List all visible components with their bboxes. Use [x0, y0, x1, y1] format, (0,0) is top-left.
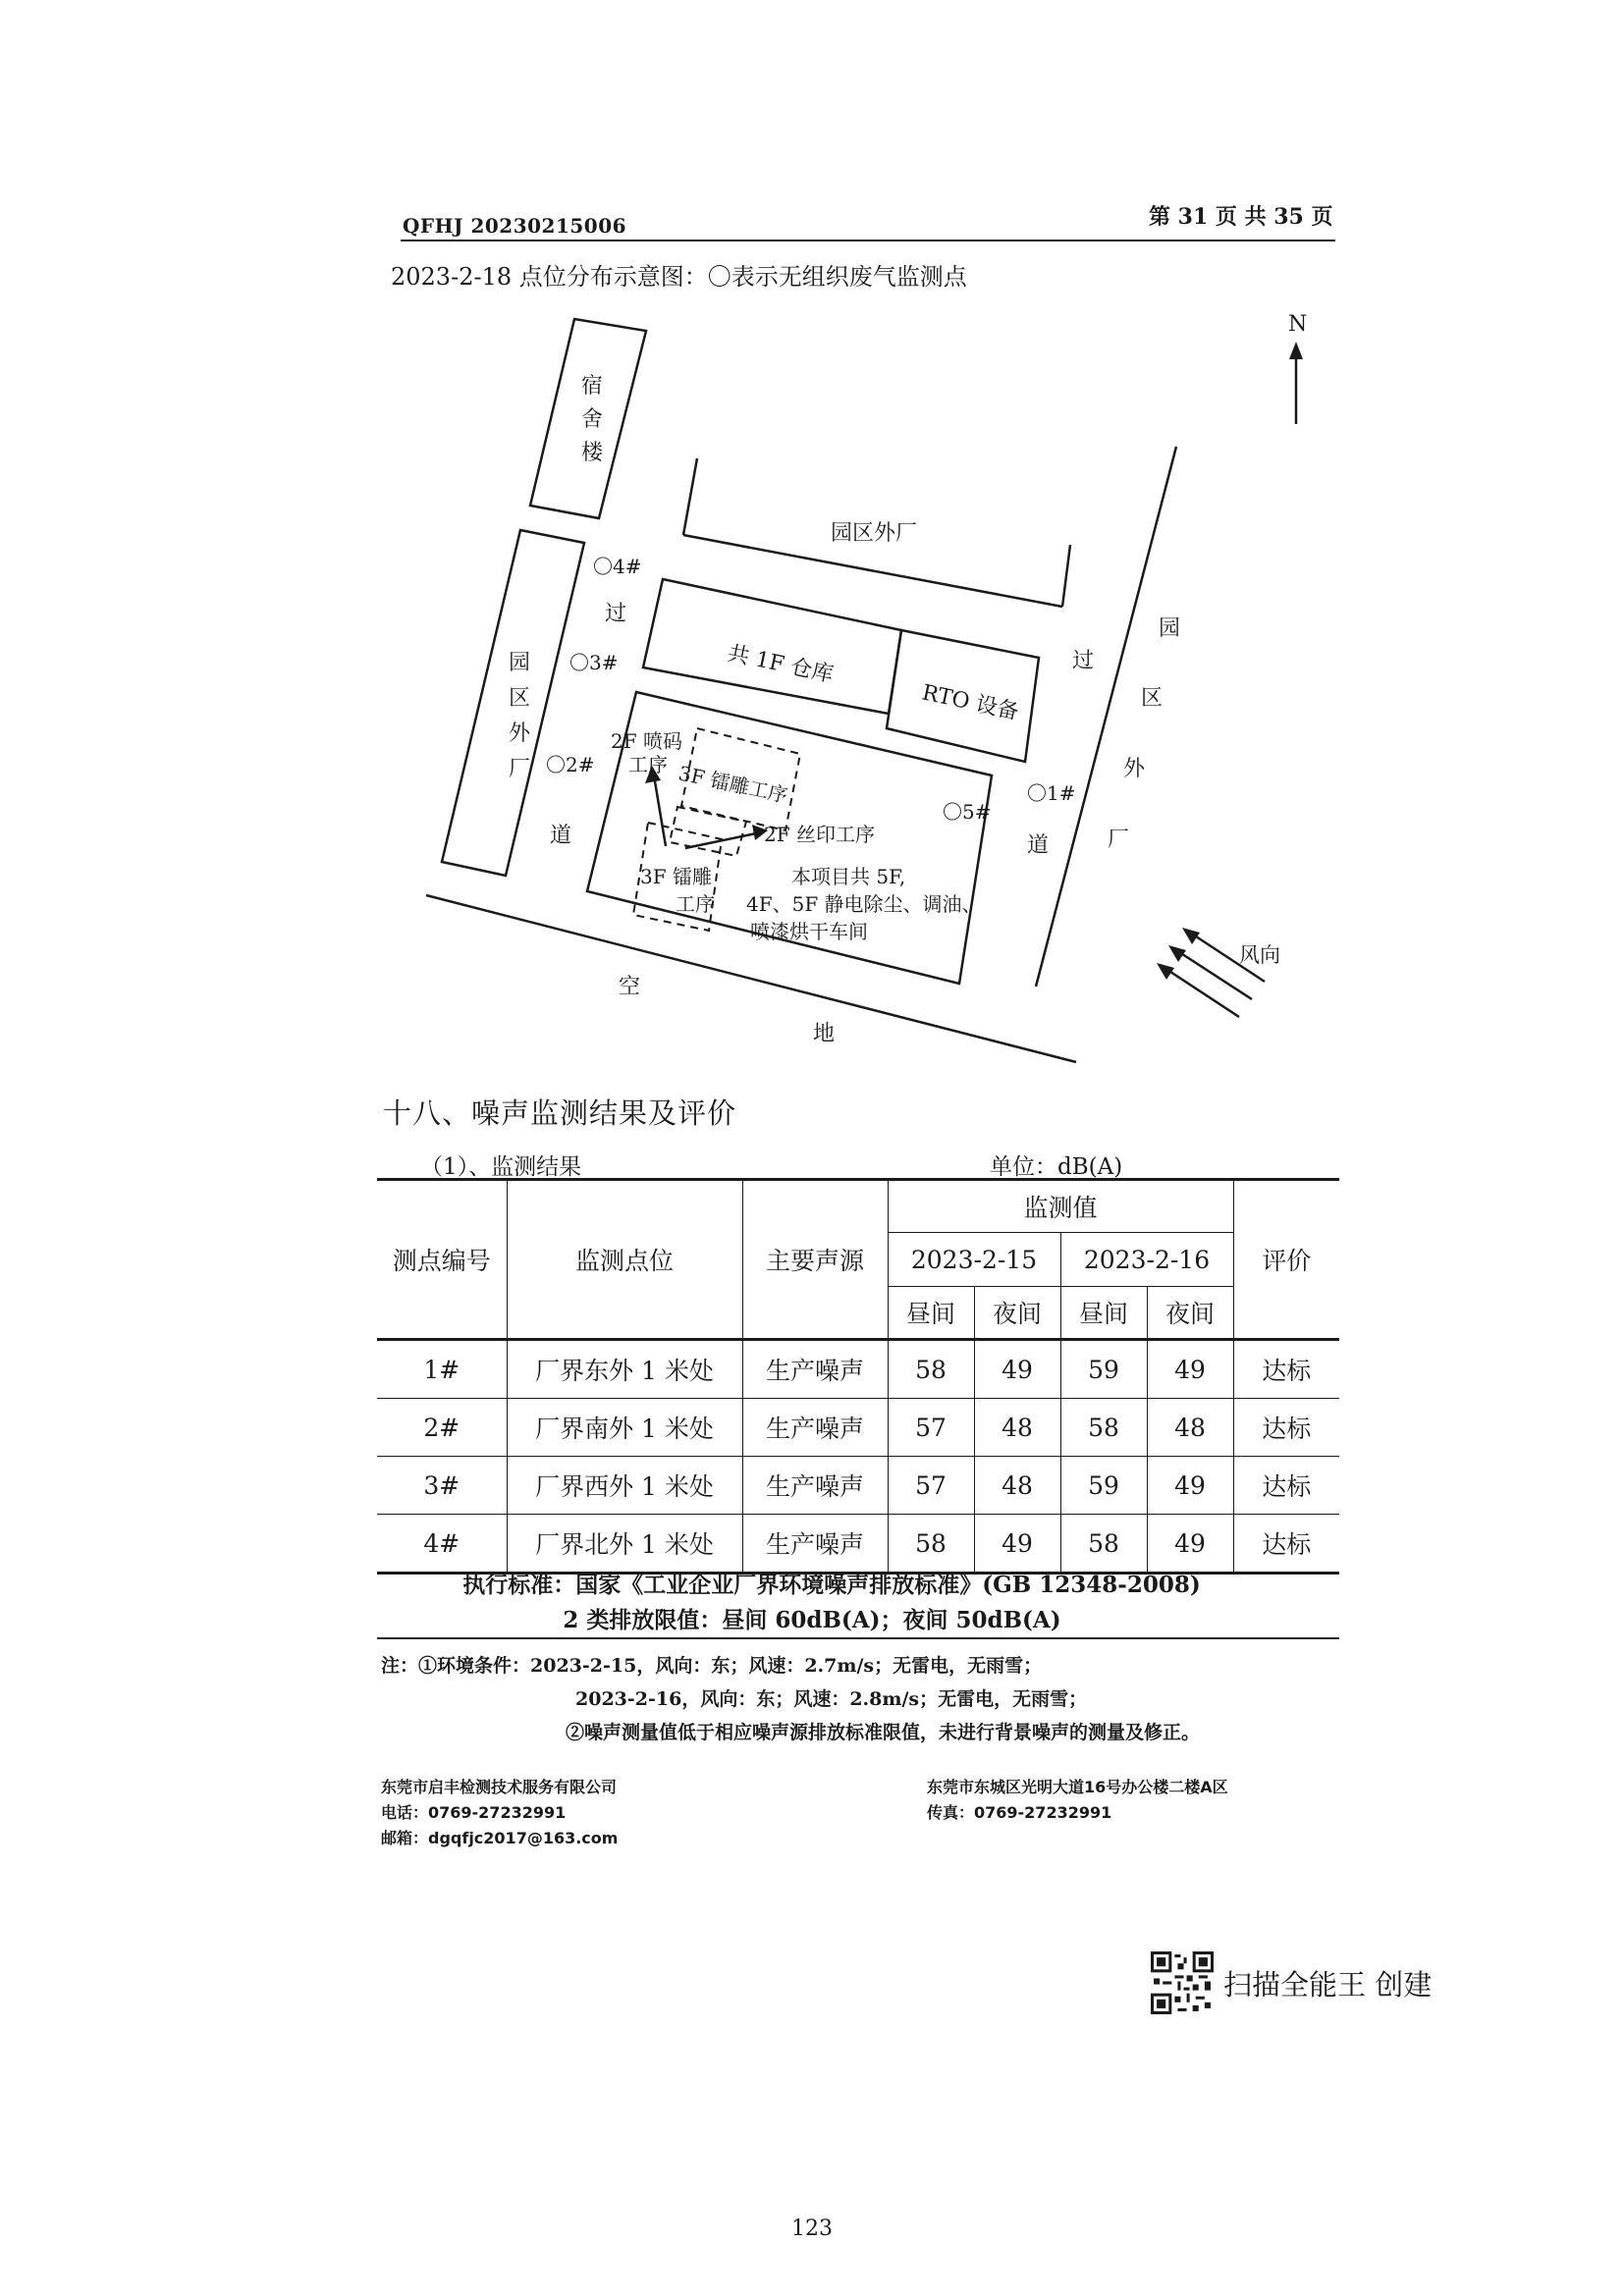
- project-desc-2: 4F、5F 静电除尘、调油、: [746, 892, 982, 916]
- note-line-1: 注：①环境条件：2023-2-15，风向：东；风速：2.7m/s；无雷电，无雨雪；: [381, 1655, 1043, 1677]
- proc-3f-engrave-bottom-1: 3F 镭雕: [640, 865, 712, 888]
- park-outer-top-label: 园区外厂: [831, 521, 918, 546]
- header-date-2: 2023-2-16: [1060, 1233, 1233, 1287]
- cell-point-no: 1#: [377, 1340, 507, 1399]
- open-space-2: 地: [813, 1022, 836, 1046]
- page-info: 第 31 页 共 35 页: [1149, 204, 1333, 230]
- cell-d1-day: 58: [888, 1515, 974, 1574]
- header-point-no: 测点编号: [377, 1180, 507, 1340]
- park-right-2: 区: [1141, 686, 1164, 711]
- header-evaluation: 评价: [1233, 1180, 1339, 1340]
- standard-rule: [377, 1637, 1339, 1639]
- header-monitor-value: 监测值: [888, 1180, 1233, 1233]
- table-row: [377, 1457, 1339, 1515]
- cell-d1-night: 48: [974, 1399, 1060, 1457]
- cell-source: 生产噪声: [742, 1515, 888, 1574]
- park-right-3: 外: [1123, 757, 1146, 781]
- cell-d2-night: 49: [1147, 1515, 1233, 1574]
- standard-line-1: 执行标准：国家《工业企业厂界环境噪声排放标准》(GB 12348-2008): [462, 1572, 1201, 1598]
- table-row: [377, 1340, 1339, 1399]
- noise-results-table: [377, 1178, 1339, 1575]
- header-date-1: 2023-2-15: [888, 1233, 1060, 1287]
- project-desc-1: 本项目共 5F,: [791, 865, 906, 888]
- report-number: QFHJ 20230215006: [403, 214, 627, 238]
- proc-2f-silk: 2F 丝印工序: [764, 823, 875, 846]
- park-outer-top-boundary: [683, 458, 697, 535]
- passage-left-2: 道: [550, 824, 572, 848]
- header-night: 夜间: [974, 1287, 1060, 1340]
- monitor-point-4: 〇4#: [593, 555, 642, 578]
- cell-point-no: 2#: [377, 1399, 507, 1457]
- table-row: [377, 1515, 1339, 1574]
- page-number: 123: [791, 2216, 833, 2241]
- passage-right-1: 过: [1072, 649, 1095, 673]
- note-line-2: 2023-2-16，风向：东；风速：2.8m/s；无雷电，无雨雪；: [575, 1688, 1088, 1710]
- footer-address: 东莞市东城区光明大道16号办公楼二楼A区: [927, 1778, 1228, 1796]
- cell-point-no: 4#: [377, 1515, 507, 1574]
- header-source: 主要声源: [742, 1180, 888, 1340]
- cell-d2-day: 58: [1060, 1399, 1147, 1457]
- cell-point-no: 3#: [377, 1457, 507, 1515]
- cell-eval: 达标: [1233, 1340, 1339, 1399]
- cell-source: 生产噪声: [742, 1457, 888, 1515]
- cell-d2-day: 59: [1060, 1457, 1147, 1515]
- cell-d1-night: 48: [974, 1457, 1060, 1515]
- cell-d1-day: 57: [888, 1457, 974, 1515]
- footer-company: 东莞市启丰检测技术服务有限公司: [381, 1778, 618, 1796]
- standard-line-2: 2 类排放限值：昼间 60dB(A)；夜间 50dB(A): [563, 1607, 1061, 1633]
- section-title: 十八、噪声监测结果及评价: [383, 1096, 737, 1130]
- warehouse-label: 共 1F 仓库: [725, 641, 836, 688]
- dorm-label-2: 舍: [581, 407, 604, 432]
- header-location: 监测点位: [507, 1180, 742, 1340]
- footer-fax: 传真：0769-27232991: [927, 1803, 1112, 1822]
- monitor-point-1: 〇1#: [1027, 781, 1076, 805]
- cell-source: 生产噪声: [742, 1340, 888, 1399]
- cell-d1-night: 49: [974, 1340, 1060, 1399]
- cell-eval: 达标: [1233, 1457, 1339, 1515]
- cell-location: 厂界西外 1 米处: [507, 1457, 742, 1515]
- open-space-1: 空: [619, 975, 641, 999]
- footer-email: 邮箱：dgqfjc2017@163.com: [381, 1829, 619, 1847]
- wind-label: 风向: [1239, 943, 1280, 967]
- cell-location: 厂界北外 1 米处: [507, 1515, 742, 1574]
- cell-d2-night: 48: [1147, 1399, 1233, 1457]
- right-passage-boundary: [1036, 447, 1176, 987]
- dorm-label-1: 宿: [581, 374, 604, 399]
- park-left-1: 园: [509, 651, 531, 675]
- passage-left-1: 过: [605, 602, 627, 626]
- cell-source: 生产噪声: [742, 1399, 888, 1457]
- cell-d2-day: 59: [1060, 1340, 1147, 1399]
- header-day: 昼间: [888, 1287, 974, 1340]
- warehouse-building: [643, 579, 901, 714]
- monitor-point-3: 〇3#: [569, 651, 619, 674]
- project-desc-3: 喷漆烘干车间: [750, 920, 868, 943]
- cell-eval: 达标: [1233, 1515, 1339, 1574]
- rto-label: RTO 设备: [919, 680, 1021, 725]
- cell-d1-day: 58: [888, 1340, 974, 1399]
- header-day: 昼间: [1060, 1287, 1147, 1340]
- park-right-4: 厂: [1108, 828, 1130, 852]
- cell-d2-day: 58: [1060, 1515, 1147, 1574]
- passage-right-2: 道: [1027, 833, 1050, 858]
- cell-eval: 达标: [1233, 1399, 1339, 1457]
- cell-d2-night: 49: [1147, 1340, 1233, 1399]
- cell-d2-night: 49: [1147, 1457, 1233, 1515]
- park-left-2: 区: [509, 686, 531, 711]
- site-diagram: [0, 0, 1624, 1080]
- area-2f-silk: [670, 807, 746, 856]
- monitor-point-2: 〇2#: [546, 753, 595, 776]
- park-right-1: 园: [1159, 616, 1181, 641]
- note-line-3: ②噪声测量值低于相应噪声源排放标准限值，未进行背景噪声的测量及修正。: [566, 1722, 1201, 1743]
- table-row: [377, 1399, 1339, 1457]
- unit-label: 单位：dB(A): [990, 1154, 1123, 1180]
- north-label: N: [1288, 312, 1308, 337]
- section-subtitle: （1）、监测结果: [420, 1154, 582, 1180]
- park-left-3: 外: [509, 721, 531, 746]
- cell-location: 厂界东外 1 米处: [507, 1340, 742, 1399]
- monitor-point-5: 〇5#: [943, 800, 992, 824]
- dorm-label-3: 楼: [581, 441, 604, 465]
- cell-d1-day: 57: [888, 1399, 974, 1457]
- footer-phone: 电话：0769-27232991: [381, 1803, 567, 1822]
- cell-d1-night: 49: [974, 1515, 1060, 1574]
- park-left-4: 厂: [509, 757, 531, 781]
- proc-2f-spray-2: 工序: [628, 753, 668, 776]
- proc-3f-engrave-bottom-2: 工序: [676, 892, 715, 916]
- header-night: 夜间: [1147, 1287, 1233, 1340]
- proc-2f-spray-1: 2F 喷码: [611, 729, 682, 753]
- qr-code-icon: [1151, 1951, 1214, 2014]
- scanner-watermark: 扫描全能王 创建: [1223, 1968, 1433, 2002]
- proc-3f-engrave-top: 3F 镭雕工序: [676, 761, 790, 808]
- cell-location: 厂界南外 1 米处: [507, 1399, 742, 1457]
- figure-title: 2023-2-18 点位分布示意图：〇表示无组织废气监测点: [391, 263, 967, 291]
